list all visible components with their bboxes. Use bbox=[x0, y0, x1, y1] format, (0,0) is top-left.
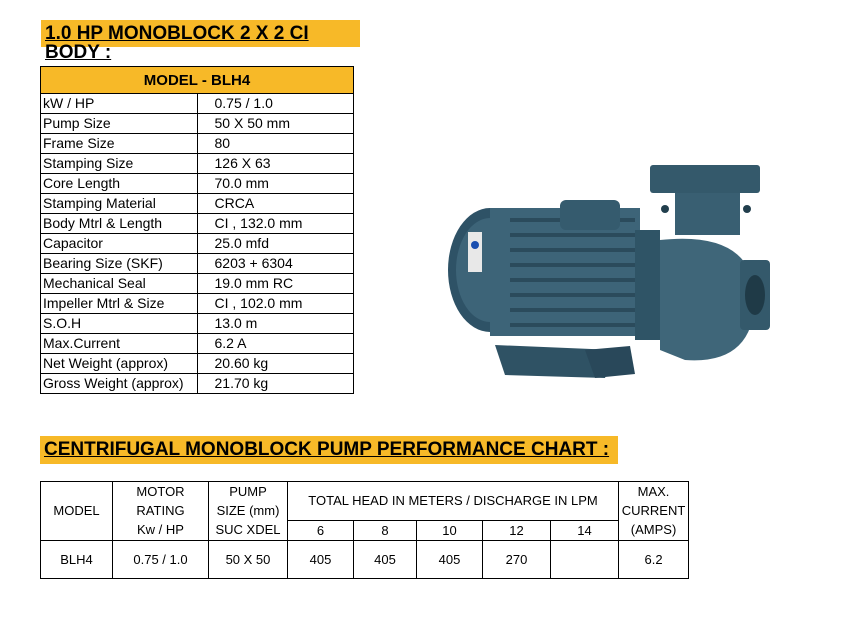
spec-label: Mechanical Seal bbox=[41, 274, 198, 294]
spec-label: Body Mtrl & Length bbox=[41, 214, 198, 234]
spec-label: Pump Size bbox=[41, 114, 198, 134]
spec-value: CI , 132.0 mm bbox=[197, 214, 354, 234]
spec-table bbox=[40, 66, 354, 394]
row-discharge-12: 270 bbox=[483, 540, 551, 578]
header-head-12: 12 bbox=[483, 520, 551, 540]
spec-label: Stamping Size bbox=[41, 154, 198, 174]
row-pump: 50 X 50 bbox=[209, 540, 288, 578]
spec-model-header: MODEL - BLH4 bbox=[41, 67, 354, 94]
spec-value: 6203 + 6304 bbox=[197, 254, 354, 274]
header-total-head: TOTAL HEAD IN METERS / DISCHARGE IN LPM bbox=[288, 482, 619, 521]
spec-row bbox=[41, 214, 354, 234]
spec-row bbox=[41, 234, 354, 254]
spec-row bbox=[41, 334, 354, 354]
spec-value: 21.70 kg bbox=[197, 374, 354, 394]
spec-row bbox=[41, 294, 354, 314]
spec-label: Net Weight (approx) bbox=[41, 354, 198, 374]
spec-value: 25.0 mfd bbox=[197, 234, 354, 254]
spec-label: Impeller Mtrl & Size bbox=[41, 294, 198, 314]
header-motor-line2: RATING bbox=[113, 501, 209, 520]
spec-label: Max.Current bbox=[41, 334, 198, 354]
spec-value: CRCA bbox=[197, 194, 354, 214]
header-current-line3: (AMPS) bbox=[619, 520, 689, 540]
spec-value: 80 bbox=[197, 134, 354, 154]
spec-value: 19.0 mm RC bbox=[197, 274, 354, 294]
row-motor: 0.75 / 1.0 bbox=[113, 540, 209, 578]
spec-value: 126 X 63 bbox=[197, 154, 354, 174]
header-head-8: 8 bbox=[354, 520, 417, 540]
row-model: BLH4 bbox=[41, 540, 113, 578]
spec-row bbox=[41, 134, 354, 154]
spec-label: S.O.H bbox=[41, 314, 198, 334]
spec-value: 0.75 / 1.0 bbox=[197, 94, 354, 114]
spec-label: kW / HP bbox=[41, 94, 198, 114]
spec-row bbox=[41, 314, 354, 334]
spec-label: Gross Weight (approx) bbox=[41, 374, 198, 394]
header-head-6: 6 bbox=[288, 520, 354, 540]
spec-body bbox=[41, 94, 354, 394]
spec-label: Bearing Size (SKF) bbox=[41, 254, 198, 274]
spec-value: 70.0 mm bbox=[197, 174, 354, 194]
spec-row bbox=[41, 114, 354, 134]
row-discharge-6: 405 bbox=[288, 540, 354, 578]
spec-row bbox=[41, 94, 354, 114]
spec-row bbox=[41, 354, 354, 374]
pump-image bbox=[435, 160, 780, 385]
spec-value: 6.2 A bbox=[197, 334, 354, 354]
spec-title: 1.0 HP MONOBLOCK 2 X 2 CI BODY : bbox=[41, 20, 360, 47]
performance-chart-title: CENTRIFUGAL MONOBLOCK PUMP PERFORMANCE CHART : bbox=[40, 436, 618, 464]
header-pump-line2: SIZE (mm) bbox=[209, 501, 288, 520]
row-discharge-14 bbox=[551, 540, 619, 578]
spec-row bbox=[41, 154, 354, 174]
performance-table bbox=[40, 481, 689, 579]
spec-value: 20.60 kg bbox=[197, 354, 354, 374]
spec-label: Capacitor bbox=[41, 234, 198, 254]
spec-row bbox=[41, 374, 354, 394]
header-current-line1: MAX. bbox=[619, 482, 689, 502]
spec-row bbox=[41, 254, 354, 274]
spec-label: Stamping Material bbox=[41, 194, 198, 214]
header-motor-line3: Kw / HP bbox=[113, 520, 209, 540]
header-pump-line3: SUC XDEL bbox=[209, 520, 288, 540]
header-head-10: 10 bbox=[417, 520, 483, 540]
header-model: MODEL bbox=[41, 482, 113, 541]
spec-row bbox=[41, 274, 354, 294]
header-head-14: 14 bbox=[551, 520, 619, 540]
spec-row bbox=[41, 174, 354, 194]
row-discharge-10: 405 bbox=[417, 540, 483, 578]
header-pump-line1: PUMP bbox=[209, 482, 288, 502]
header-current-line2: CURRENT bbox=[619, 501, 689, 520]
spec-value: 13.0 m bbox=[197, 314, 354, 334]
row-discharge-8: 405 bbox=[354, 540, 417, 578]
row-current: 6.2 bbox=[619, 540, 689, 578]
spec-row bbox=[41, 194, 354, 214]
spec-label: Frame Size bbox=[41, 134, 198, 154]
spec-value: CI , 102.0 mm bbox=[197, 294, 354, 314]
spec-value: 50 X 50 mm bbox=[197, 114, 354, 134]
header-motor-line1: MOTOR bbox=[113, 482, 209, 502]
spec-label: Core Length bbox=[41, 174, 198, 194]
